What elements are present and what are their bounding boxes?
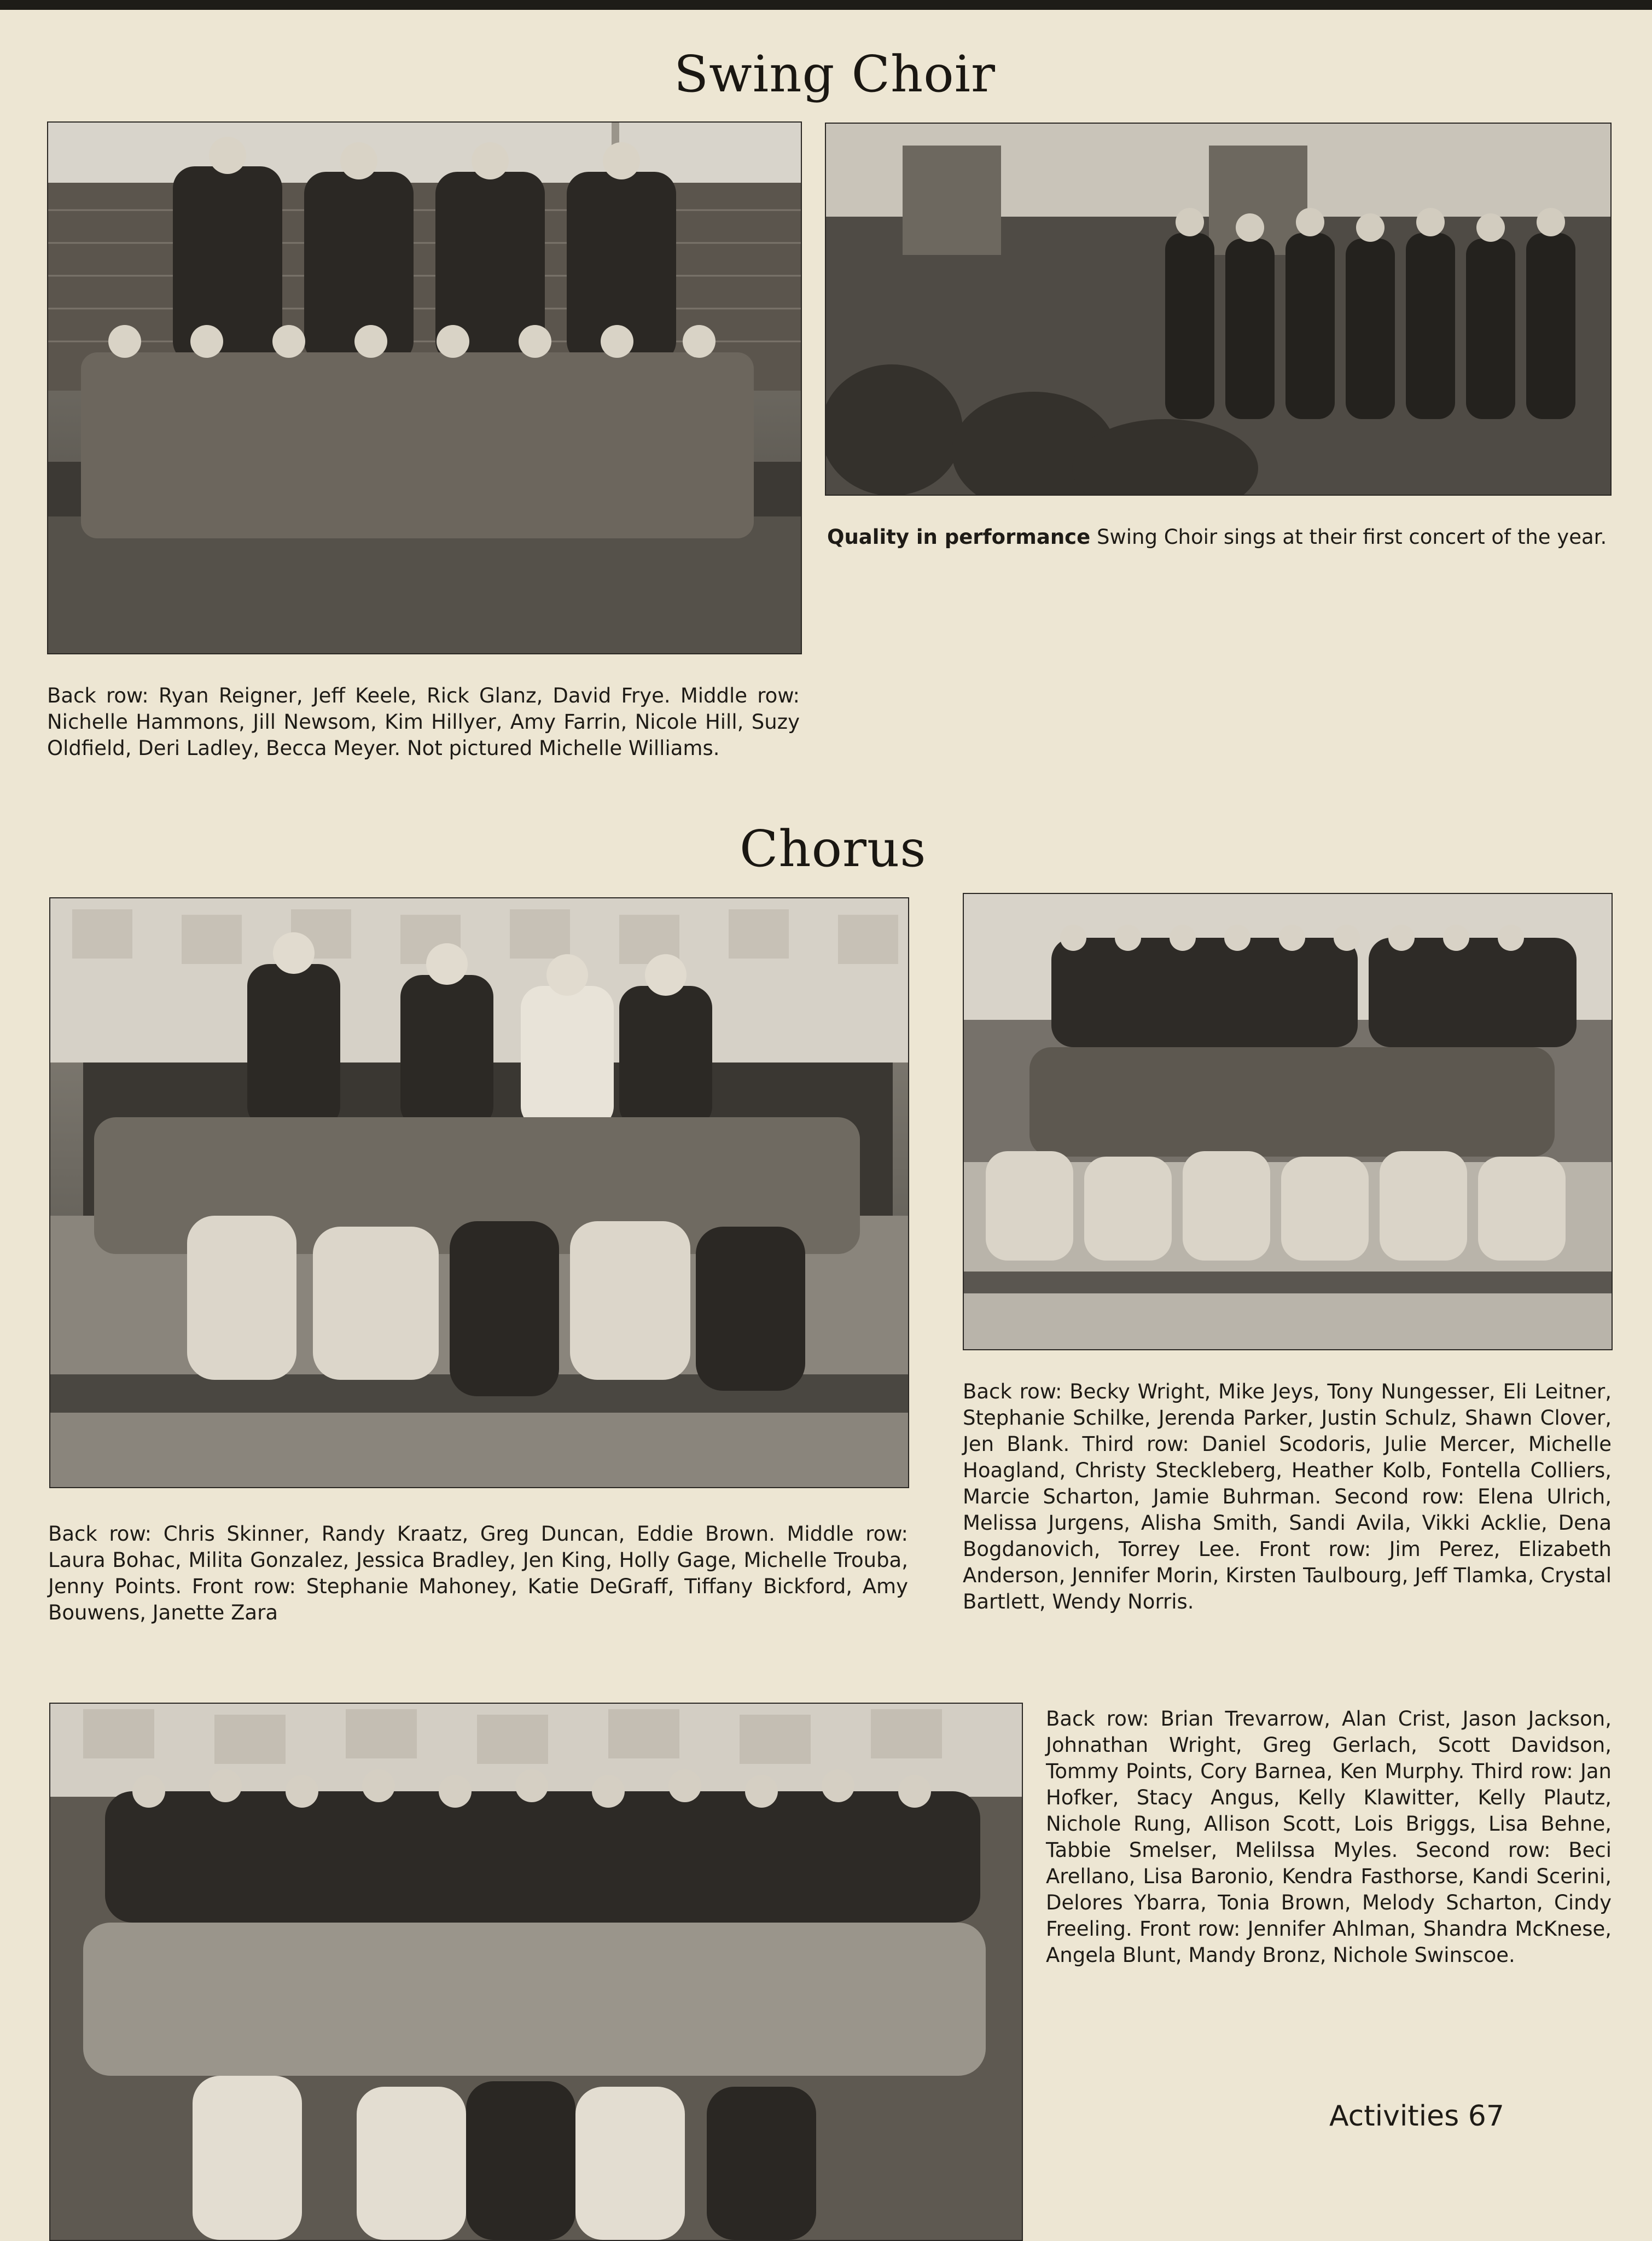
page-top-edge [0, 0, 1652, 10]
chorus-group-1-illustration [50, 898, 908, 1487]
chorus-group-2-illustration [964, 894, 1612, 1349]
swing-choir-group-illustration [48, 123, 801, 653]
swing-choir-concert-illustration [826, 124, 1610, 495]
swing-choir-concert-caption-text: Swing Choir sings at their first concert of the year. [1096, 525, 1607, 549]
page-folio: Activities 67 [1329, 2100, 1504, 2133]
chorus-group-2-caption: Back row: Becky Wright, Mike Jeys, Tony Nungesser, Eli Leitner, Stephanie Schilke, Jerenda Parker, Justin Schulz, Shawn Clover, Jen Blank. Third row: Daniel Scodoris, Julie Mercer, Michelle Hoagland, Christy Steckleberg, Heather Kolb, Fontella Colliers, Marcie Scharton, Jamie Buhrman. Second row: Elena Ulrich, Melissa Jurgens, Alisha Smith, Sandi Avila, Vikki Acklie, Dena Bogdanovich, Torrey Lee. Front row: Jim Perez, Elizabeth Anderson, Jennifer Morin, Kirsten Taulbourg, Jeff Tlamka, Crystal Bartlett, Wendy Norris. [963, 1380, 1612, 1613]
swing-choir-concert-caption [827, 524, 1609, 550]
chorus-group-3-caption: Back row: Brian Trevarrow, Alan Crist, Jason Jackson, Johnathan Wright, Greg Gerlach, Scott Davidson, Tommy Points, Cory Barnea, Ken Murphy. Third row: Jan Hofker, Stacy Angus, Kelly Klawitter, Kelly Plautz, Nichole Rung, Allison Scott, Lois Briggs, Lisa Behne, Tabbie Smelser, Melilssa Myles. Second row: Beci Arellano, Lisa Baronio, Kendra Fasthorse, Kandi Scerini, Delores Ybarra, Tonia Brown, Melody Scharton, Cindy Freeling. Front row: Jennifer Ahlman, Shandra McKnese, Angela Blunt, Mandy Bronz, Nichole Swinscoe. [1046, 1707, 1612, 1967]
chorus-group-3-illustration [50, 1704, 1022, 2240]
swing-choir-group-caption: Back row: Ryan Reigner, Jeff Keele, Rick Glanz, David Frye. Middle row: Nichelle Hammons, Jill Newsom, Kim Hillyer, Amy Farrin, Nicole Hill, Suzy Oldfield, Deri Ladley, Becca Meyer. Not pictured Michelle Williams. [47, 684, 800, 760]
swing-choir-group-photo [47, 121, 802, 654]
chorus-group-1-photo [49, 897, 909, 1488]
swing-choir-heading: Swing Choir [674, 45, 996, 103]
chorus-group-2-photo [963, 893, 1613, 1350]
chorus-heading: Chorus [740, 820, 927, 878]
swing-choir-concert-caption-lead: Quality in performance [827, 525, 1091, 549]
chorus-group-1-caption: Back row: Chris Skinner, Randy Kraatz, Greg Duncan, Eddie Brown. Middle row: Laura Bohac, Milita Gonzalez, Jessica Bradley, Jen King, Holly Gage, Michelle Trouba, Jenny Points. Front row: Stephanie Mahoney, Katie DeGraff, Tiffany Bickford, Amy Bouwens, Janette Zara [48, 1522, 908, 1624]
chorus-group-3-photo [49, 1703, 1023, 2241]
swing-choir-concert-photo [825, 123, 1612, 496]
